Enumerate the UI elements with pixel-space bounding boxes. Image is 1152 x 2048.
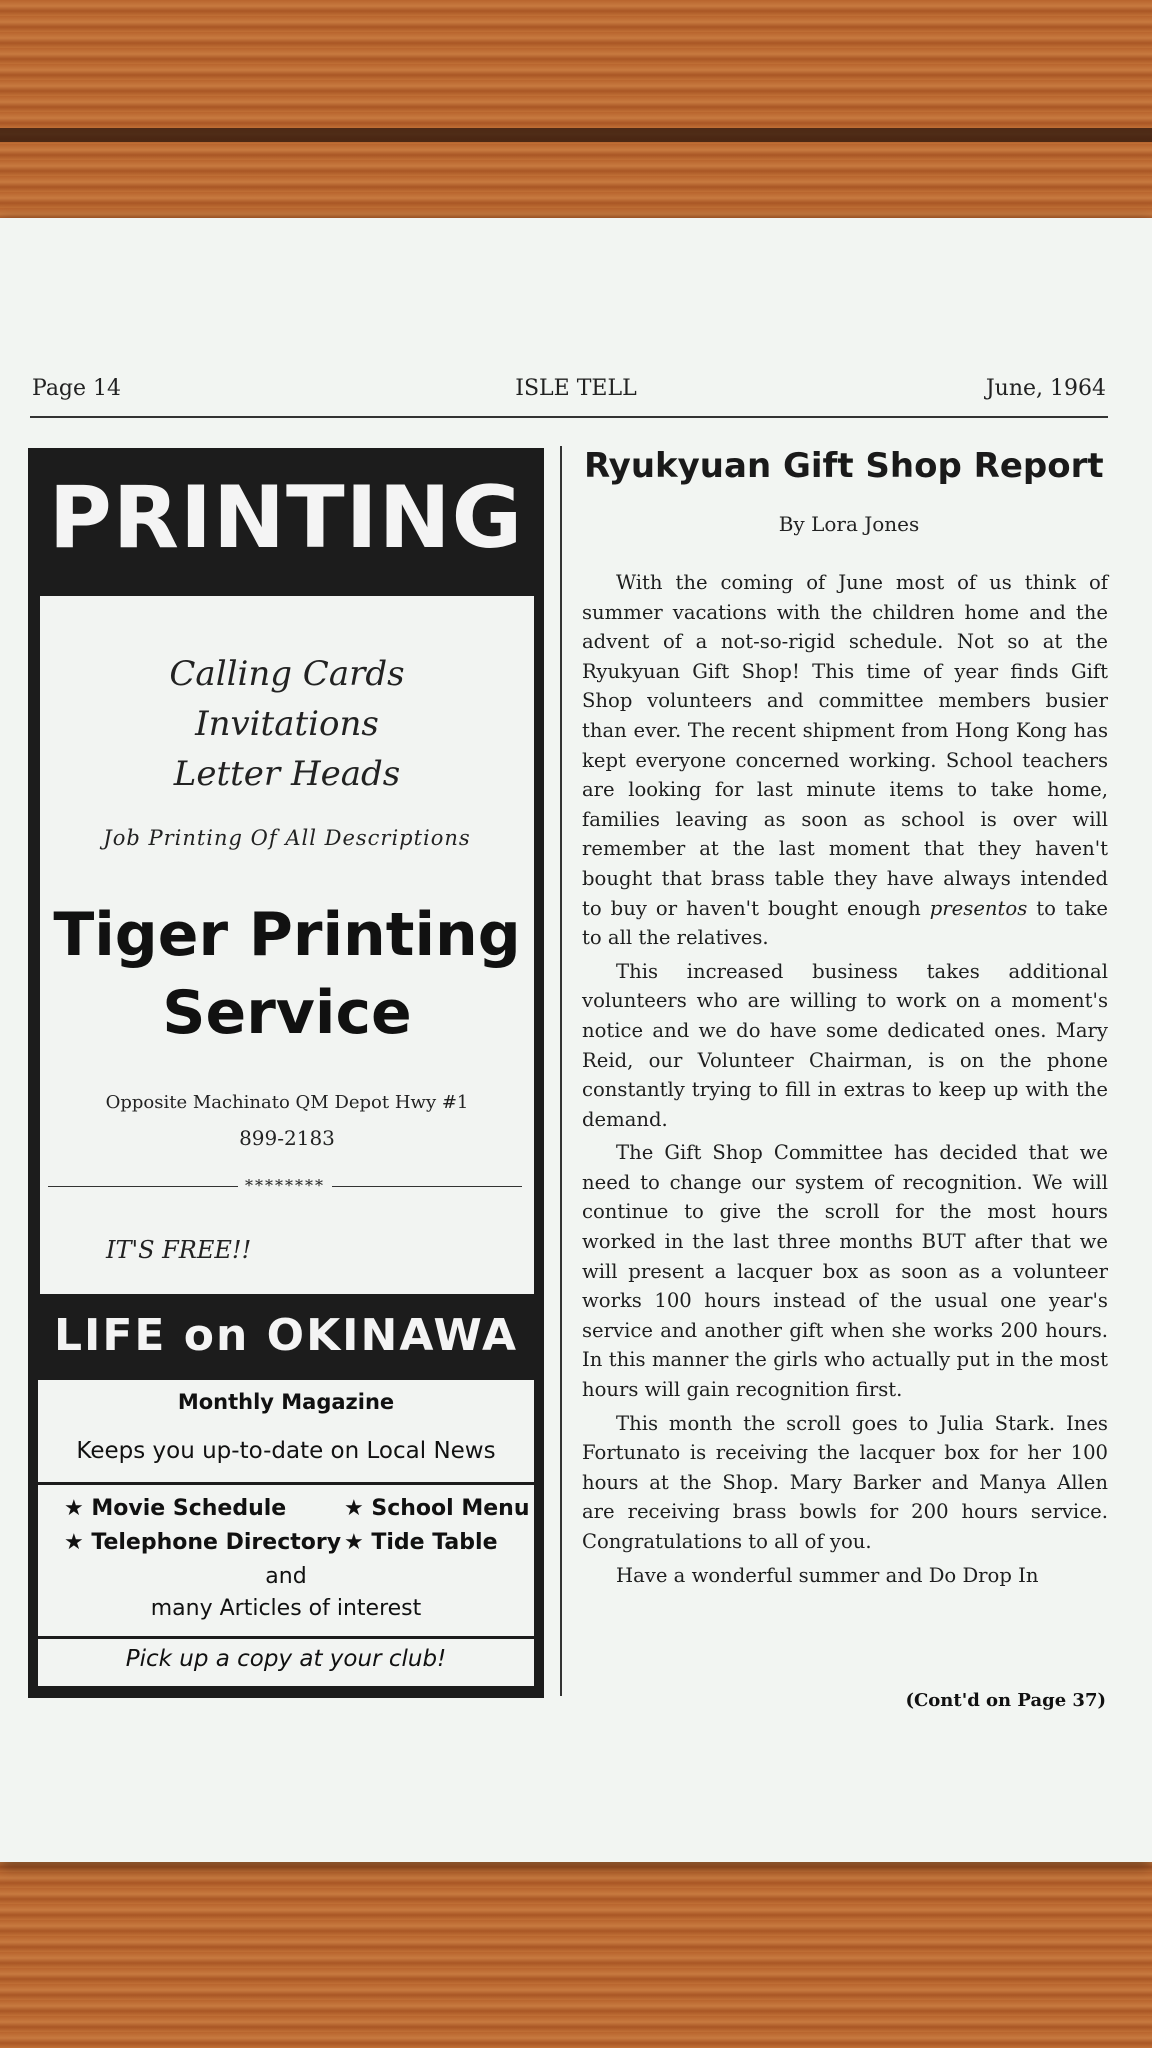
ad-keeps: Keeps you up-to-date on Local News	[76, 1438, 496, 1464]
paragraph-1-text: With the coming of June most of us think of summer vacations with the children home and the advent of a not-so-rigid schedule. Not so at the Ryukyuan Gift Shop! This time of year finds Gift Shop volunteers and committee members busier than ever. The recent shipment from Hong Kong has kept everyone concerned working. School teachers are looking for last minute items to take home, families leaving as soon as school is over will remember at the last moment that they haven't bought that brass table they have always intended to buy or haven't bought enough	[582, 571, 1108, 920]
ad-articles: many Articles of interest	[150, 1596, 422, 1621]
feature-tide-table: ★ Tide Table	[344, 1530, 498, 1555]
ad-pickup: Pick up a copy at your club!	[125, 1646, 447, 1672]
ad-address: Opposite Machinato QM Depot Hwy #1	[105, 1092, 469, 1113]
feature-movie-schedule: ★ Movie Schedule	[64, 1496, 287, 1521]
ad-company-line2: Service	[162, 978, 412, 1048]
article-body	[582, 568, 1108, 1594]
ad-printing-title: PRINTING	[48, 468, 524, 568]
ad-phone: 899-2183	[239, 1126, 335, 1150]
ad-life-title: LIFE on OKINAWA	[53, 1310, 519, 1361]
divider-line-right	[332, 1186, 522, 1187]
ad-printing-box	[40, 596, 534, 1294]
article-paragraph-5: Have a wonderful summer and Do Drop In	[616, 1563, 1039, 1587]
feature-school-menu: ★ School Menu	[344, 1496, 530, 1521]
article-paragraph-3: The Gift Shop Committee has decided that we need to change our system of recognition. We will continue to give the scroll for the most hours worked in the last three months BUT after that we will present a lacquer box as soon as a volunteer works 100 hours instead of the usual one year's service and another gift when she works 200 hours. In this manner the girls who actually put in the most hours will gain recognition first.	[582, 1141, 1108, 1402]
printing-advertisement	[28, 448, 544, 1698]
magazine-page	[0, 218, 1152, 1862]
paragraph-1-emphasis: presentos	[929, 896, 1028, 920]
ad-job-line: Job Printing Of All Descriptions	[103, 826, 471, 850]
issue-date: June, 1964	[985, 376, 1106, 401]
ad-item-invitations: Invitations	[195, 704, 379, 744]
ad-company-line1: Tiger Printing	[53, 900, 521, 970]
table-groove	[0, 128, 1152, 142]
ad-item-calling-cards: Calling Cards	[169, 654, 405, 694]
ad-star-divider	[48, 1174, 522, 1198]
ad-magazine-box	[38, 1380, 534, 1686]
ad-box-rule-top	[38, 1482, 534, 1485]
article-title: Ryukyuan Gift Shop Report	[584, 446, 1104, 486]
article-paragraph-1	[582, 568, 1108, 953]
ad-and: and	[265, 1564, 307, 1589]
page-number: Page 14	[32, 376, 122, 401]
article-paragraph-4: This month the scroll goes to Julia Stark. Ines Fortunato is receiving the lacquer box for her 100 hours at the Shop. Mary Barker and Manya Allen are receiving brass bowls for 200 hours service. Congratulations to all of you.	[582, 1411, 1108, 1553]
paragraph-1-end: to take to all the relatives.	[582, 896, 1108, 950]
article-byline: By Lora Jones	[778, 512, 920, 536]
ad-company-name	[40, 896, 534, 1052]
continued-note: (Cont'd on Page 37)	[905, 1690, 1106, 1711]
article-paragraph-2: This increased business takes additional volunteers who are willing to work on a moment's notice and we do have some dedicated ones. Mary Reid, our Volunteer Chairman, is on the phone constantly trying to fill in extras to keep up with the demand.	[582, 959, 1108, 1131]
ad-box-rule-bottom	[38, 1636, 534, 1639]
divider-stars: ********	[245, 1176, 325, 1195]
ad-free-text: IT'S FREE!!	[106, 1236, 252, 1264]
feature-telephone-directory: ★ Telephone Directory	[64, 1530, 342, 1555]
header-rule	[30, 416, 1108, 418]
ad-item-letter-heads: Letter Heads	[173, 754, 401, 794]
ad-monthly: Monthly Magazine	[177, 1390, 395, 1414]
column-rule	[560, 446, 562, 1696]
publication-title: ISLE TELL	[515, 376, 637, 401]
